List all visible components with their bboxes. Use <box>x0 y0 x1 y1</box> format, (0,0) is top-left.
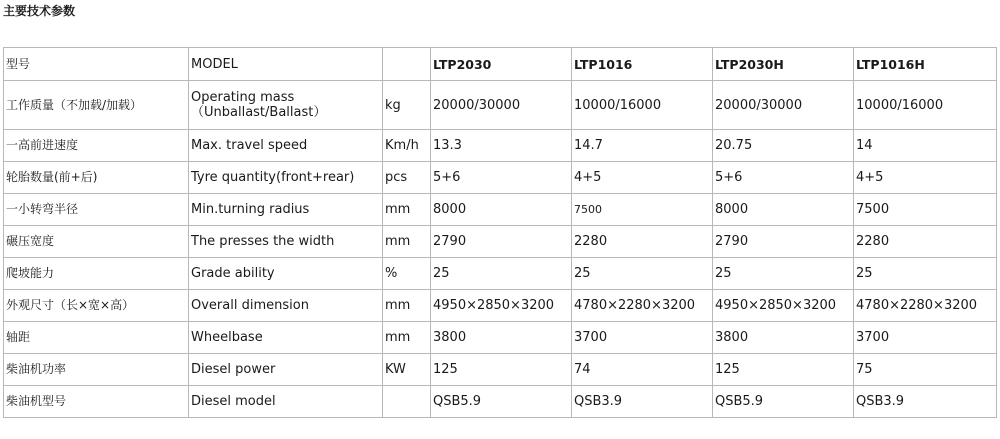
row-label-en: Overall dimension <box>189 290 383 322</box>
model-header: LTP1016H <box>854 48 997 81</box>
value-cell: QSB3.9 <box>854 386 997 418</box>
row-unit: KW <box>383 354 431 386</box>
value-cell: 25 <box>713 258 854 290</box>
value-cell: 2280 <box>854 226 997 258</box>
row-label-en: Min.turning radius <box>189 194 383 226</box>
value-cell: 3800 <box>431 322 572 354</box>
table-header-row <box>4 48 997 81</box>
spec-table-body <box>4 48 997 418</box>
row-label-zh: 工作质量（不加载/加载） <box>4 81 189 130</box>
value-cell: 4780×2280×3200 <box>854 290 997 322</box>
table-row <box>4 226 997 258</box>
value-cell: 20000/30000 <box>713 81 854 130</box>
row-unit: mm <box>383 226 431 258</box>
table-row <box>4 386 997 418</box>
value-cell: 20000/30000 <box>431 81 572 130</box>
value-cell: 74 <box>572 354 713 386</box>
value-cell: 10000/16000 <box>854 81 997 130</box>
spec-table <box>3 47 997 418</box>
value-cell: QSB5.9 <box>713 386 854 418</box>
value-cell: 10000/16000 <box>572 81 713 130</box>
value-cell: 25 <box>572 258 713 290</box>
row-label-zh: 一小转弯半径 <box>4 194 189 226</box>
row-label-en: Diesel model <box>189 386 383 418</box>
row-label-zh: 柴油机型号 <box>4 386 189 418</box>
value-cell: 4950×2850×3200 <box>713 290 854 322</box>
row-label-zh: 爬坡能力 <box>4 258 189 290</box>
value-cell: 125 <box>713 354 854 386</box>
value-cell: 25 <box>854 258 997 290</box>
row-unit: mm <box>383 290 431 322</box>
value-cell: 7500 <box>572 194 713 226</box>
row-unit <box>383 386 431 418</box>
table-row <box>4 194 997 226</box>
row-unit: pcs <box>383 162 431 194</box>
value-cell: 2280 <box>572 226 713 258</box>
value-cell: 7500 <box>854 194 997 226</box>
table-row <box>4 162 997 194</box>
value-cell: 125 <box>431 354 572 386</box>
value-cell: QSB5.9 <box>431 386 572 418</box>
row-label-zh: 轮胎数量(前+后) <box>4 162 189 194</box>
row-unit: mm <box>383 322 431 354</box>
row-unit: kg <box>383 81 431 130</box>
header-label-zh: 型号 <box>4 48 189 81</box>
value-cell: 3700 <box>572 322 713 354</box>
row-label-en: Tyre quantity(front+rear) <box>189 162 383 194</box>
header-label-en: MODEL <box>189 48 383 81</box>
value-cell: 14 <box>854 130 997 162</box>
value-cell: 4+5 <box>572 162 713 194</box>
table-row <box>4 354 997 386</box>
row-label-en: Wheelbase <box>189 322 383 354</box>
value-cell: 8000 <box>431 194 572 226</box>
value-cell: 3800 <box>713 322 854 354</box>
value-cell: 4+5 <box>854 162 997 194</box>
table-row <box>4 258 997 290</box>
value-cell: 75 <box>854 354 997 386</box>
table-row <box>4 322 997 354</box>
value-cell: 14.7 <box>572 130 713 162</box>
value-cell: QSB3.9 <box>572 386 713 418</box>
table-row <box>4 130 997 162</box>
value-cell: 5+6 <box>713 162 854 194</box>
row-label-en: Diesel power <box>189 354 383 386</box>
section-title: 主要技术参数 <box>3 4 76 18</box>
row-label-zh: 柴油机功率 <box>4 354 189 386</box>
value-cell: 8000 <box>713 194 854 226</box>
value-cell: 2790 <box>431 226 572 258</box>
row-label-en-line: Operating mass <box>191 90 295 105</box>
value-cell: 13.3 <box>431 130 572 162</box>
row-label-en: Max. travel speed <box>189 130 383 162</box>
value-cell: 2790 <box>713 226 854 258</box>
row-label-en: Grade ability <box>189 258 383 290</box>
header-unit <box>383 48 431 81</box>
row-label-en <box>189 81 383 130</box>
row-unit: % <box>383 258 431 290</box>
table-row <box>4 81 997 130</box>
value-cell: 20.75 <box>713 130 854 162</box>
value-cell: 3700 <box>854 322 997 354</box>
row-label-zh: 外观尺寸（长×宽×高） <box>4 290 189 322</box>
row-label-en: The presses the width <box>189 226 383 258</box>
value-cell: 4950×2850×3200 <box>431 290 572 322</box>
row-unit: mm <box>383 194 431 226</box>
model-header: LTP2030H <box>713 48 854 81</box>
row-label-zh: 碾压宽度 <box>4 226 189 258</box>
value-cell: 4780×2280×3200 <box>572 290 713 322</box>
row-label-zh: 轴距 <box>4 322 189 354</box>
row-label-zh: 一高前进速度 <box>4 130 189 162</box>
model-header: LTP2030 <box>431 48 572 81</box>
row-label-en-line: （Unballast/Ballast） <box>191 105 327 120</box>
model-header: LTP1016 <box>572 48 713 81</box>
table-row <box>4 290 997 322</box>
value-cell: 5+6 <box>431 162 572 194</box>
row-unit: Km/h <box>383 130 431 162</box>
value-cell: 25 <box>431 258 572 290</box>
